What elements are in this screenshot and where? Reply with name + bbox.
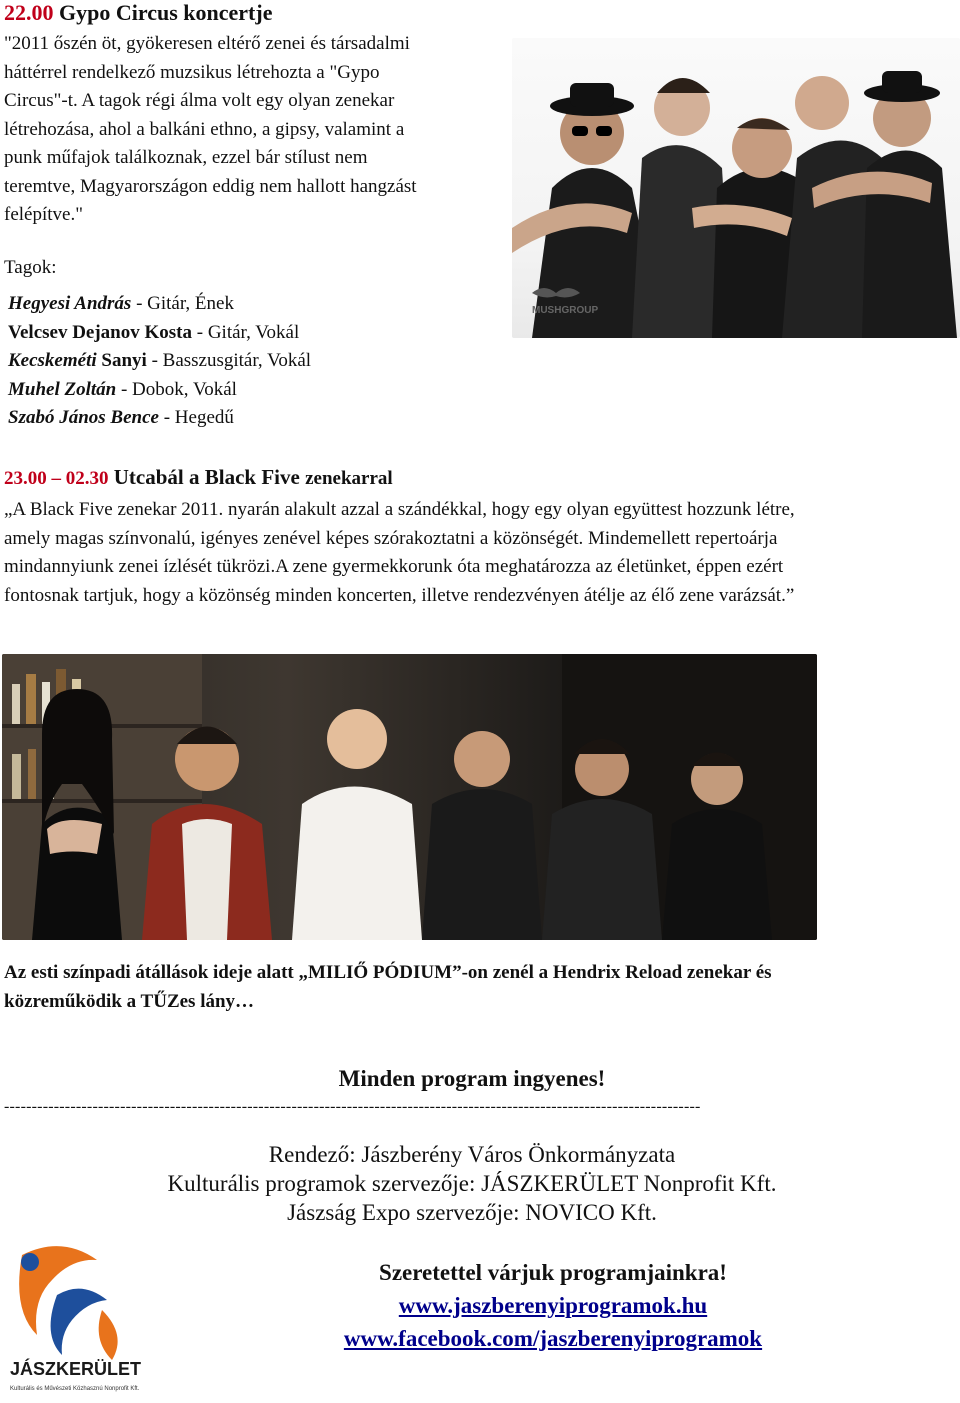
paragraph-line: „A Black Five zenekar 2011. nyarán alakult azzal a szándékkal, hogy egy olyan együttest hozzunk létre, — [4, 499, 795, 520]
time-end: 02.30 — [65, 468, 109, 489]
gypo-circus-heading — [4, 0, 272, 26]
heading-title-suffix: zenekarral — [305, 468, 393, 489]
intro-line: punk műfajok találkoznak, ezzel bár stílust nem — [4, 147, 368, 168]
black-five-paragraph — [4, 496, 956, 610]
member-role: - Dobok, Vokál — [116, 378, 237, 400]
heading-title: Utcabál a Black Five — [113, 465, 300, 489]
member-name: Muhel Zoltán — [8, 378, 117, 400]
member-row — [8, 319, 311, 348]
black-five-band-photo — [2, 654, 817, 940]
paragraph-line: amely magas színvonalú, igényes zenével képes szórakoztatni a közönségét. Mindemellett repertoárja — [4, 527, 778, 549]
intro-line: létrehozása, ahol a balkáni ethno, a gipsy, valamint a — [4, 118, 405, 140]
intro-line: "2011 őszén öt, gyökeresen eltérő zenei és társadalmi — [4, 33, 410, 54]
member-role: - Gitár, Vokál — [192, 321, 300, 343]
heading-title: Gypo Circus koncertje — [59, 0, 273, 25]
notice-line: Az esti színpadi átállások ideje alatt „MILIŐ PÓDIUM”-on zenél a Hendrix Reload zenekar és — [4, 962, 772, 983]
jaszkerulet-logo — [2, 1240, 162, 1398]
members-heading: Tagok: — [4, 257, 57, 278]
photo-watermark: MUSHGROUP — [532, 305, 599, 316]
member-row — [8, 347, 311, 376]
gypo-intro-paragraph — [4, 30, 504, 230]
member-name: Hegyesi András — [8, 293, 132, 314]
free-program-notice: Minden program ingyenes! — [338, 1066, 606, 1091]
member-role: - Basszusgitár, Vokál — [146, 350, 312, 371]
time-start: 23.00 — [4, 468, 47, 489]
members-list — [8, 290, 311, 433]
organizer-line: Rendező: Jászberény Város Önkormányzata — [268, 1142, 676, 1167]
closing-greeting: Szeretettel várjuk programjainkra! — [379, 1260, 727, 1285]
facebook-link[interactable]: www.facebook.com/jaszberenyiprogramok — [343, 1326, 763, 1351]
band-photo-illustration — [512, 38, 960, 338]
organizer-line: Jászság Expo szervezője: NOVICO Kft. — [287, 1200, 657, 1225]
member-name: Szabó János Bence — [8, 407, 159, 428]
member-name-rest: Sanyi — [96, 350, 147, 371]
gypo-circus-band-photo — [512, 38, 960, 338]
intro-line: Circus"-t. A tagok régi álma volt egy olyan zenekar — [4, 90, 395, 111]
time-dash: – — [46, 468, 66, 489]
website-link[interactable]: www.jaszberenyiprogramok.hu — [398, 1293, 708, 1318]
paragraph-line: mindannyiunk zenei ízlését tükrözi.A zene gyermekkorunk óta meghatározza az életünket, éppen ezért — [4, 556, 784, 577]
notice-line: közreműködik a TŰZes lány… — [4, 990, 255, 1012]
black-five-photo-illustration — [2, 654, 817, 940]
logo-name: JÁSZKERÜLET — [10, 1359, 142, 1379]
intro-line: teremtve, Magyarországon eddig nem hallott hangzást — [4, 175, 417, 197]
heading-time: 22.00 — [4, 0, 54, 25]
member-row — [8, 404, 311, 433]
paragraph-line: fontosnak tartjuk, hogy a közönség minden koncerten, illetve rendezvényen átélje az élő zene varázsát.” — [4, 584, 795, 606]
intro-line: felépítve." — [4, 204, 83, 225]
member-role: - Hegedű — [158, 407, 234, 428]
member-role: - Gitár, Ének — [131, 293, 234, 314]
dashed-divider: ------------------------------------------------------------------------------------------------------------------------------ — [4, 1098, 701, 1115]
logo-graphic — [2, 1240, 162, 1398]
organizer-line: Kulturális programok szervezője: JÁSZKERÜLET Nonprofit Kft. — [167, 1171, 777, 1196]
black-five-heading — [4, 465, 393, 490]
intro-line: háttérrel rendelkező muzsikus létrehozta a "Gypo — [4, 61, 380, 83]
logo-subtitle: Kulturális és Művészeti Közhasznú Nonprofit Kft. — [10, 1386, 140, 1392]
member-row — [8, 290, 311, 319]
member-name: Velcsev Dejanov Kosta — [8, 321, 192, 343]
hendrix-notice — [4, 959, 944, 1016]
member-row — [8, 376, 311, 405]
member-name: Kecskeméti — [8, 350, 97, 371]
